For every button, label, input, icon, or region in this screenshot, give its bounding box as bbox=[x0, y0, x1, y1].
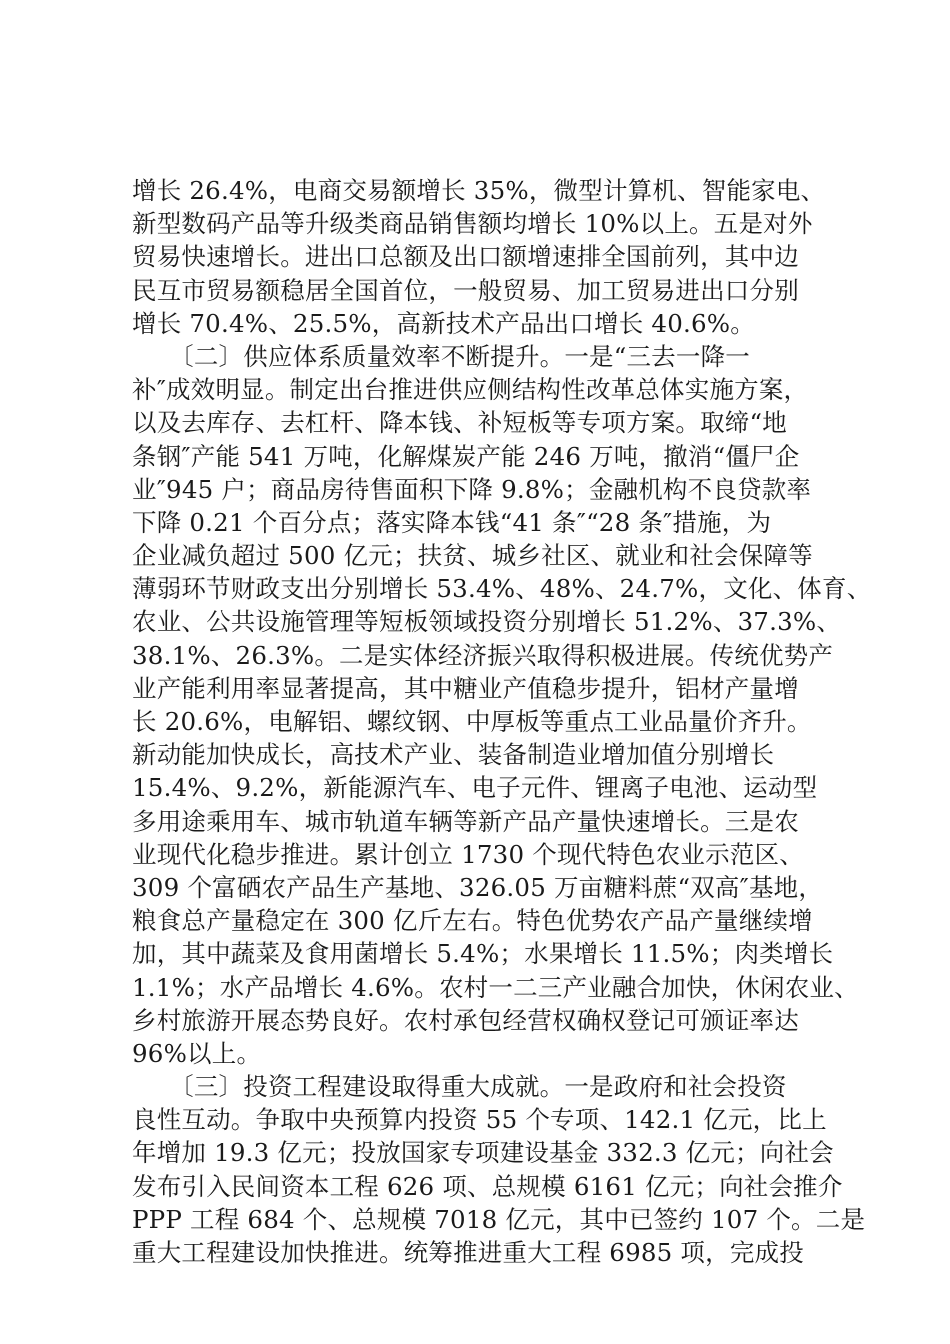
body-text bbox=[132, 174, 872, 1269]
text-line: 补″成效明显。制定出台推进供应侧结构性改革总体实施方案， bbox=[132, 375, 809, 405]
text-line: 多用途乘用车、城市轨道车辆等新产品产量快速增长。三是农 bbox=[132, 806, 799, 836]
text-line: 新型数码产品等升级类商品销售额均增长 10%以上。五是对外 bbox=[132, 209, 813, 239]
text-line: 农业、公共设施管理等短板领域投资分别增长 51.2%、37.3%、 bbox=[132, 607, 842, 637]
text-line: 粮食总产量稳定在 300 亿斤左右。特色优势农产品产量继续增 bbox=[132, 906, 813, 936]
text-line: 增长 70.4%、25.5%，高新技术产品出口增长 40.6%。 bbox=[132, 308, 755, 338]
text-line: 乡村旅游开展态势良好。农村承包经营权确权登记可颁证率达 bbox=[132, 1005, 799, 1035]
text-line: PPP 工程 684 个、总规模 7018 亿元，其中已签约 107 个。二是 bbox=[132, 1204, 866, 1234]
text-line: 下降 0.21 个百分点；落实降本钱“41 条″“28 条″措施，为 bbox=[132, 507, 772, 537]
text-line: 民互市贸易额稳居全国首位，一般贸易、加工贸易进出口分别 bbox=[132, 275, 799, 305]
text-line: 良性互动。争取中央预算内投资 55 个专项、142.1 亿元，比上 bbox=[132, 1105, 827, 1135]
text-line: 以及去库存、去杠杆、降本钱、补短板等专项方案。取缔“地 bbox=[132, 408, 787, 438]
text-line: 条钢″产能 541 万吨，化解煤炭产能 246 万吨，撤消“僵尸企 bbox=[132, 441, 800, 471]
text-line: 企业减负超过 500 亿元；扶贫、城乡社区、就业和社会保障等 bbox=[132, 541, 813, 571]
text-line: 96%以上。 bbox=[132, 1038, 262, 1068]
section-heading-line: 〔三〕投资工程建设取得重大成就。一是政府和社会投资 bbox=[132, 1072, 787, 1102]
text-line: 1.1%；水产品增长 4.6%。农村一二三产业融合加快，休闲农业、 bbox=[132, 972, 859, 1002]
text-line: 长 20.6%，电解铝、螺纹钢、中厚板等重点工业品量价齐升。 bbox=[132, 707, 812, 736]
text-line: 业″945 户；商品房待售面积下降 9.8%；金融机构不良贷款率 bbox=[132, 474, 812, 504]
text-line: 15.4%、9.2%，新能源汽车、电子元件、锂离子电池、运动型 bbox=[132, 773, 818, 803]
text-line: 重大工程建设加快推进。统筹推进重大工程 6985 项，完成投 bbox=[132, 1238, 804, 1267]
section-heading-line: 〔二〕供应体系质量效率不断提升。一是“三去一降一 bbox=[132, 341, 750, 371]
text-line: 贸易快速增长。进出口总额及出口额增速排全国前列，其中边 bbox=[132, 242, 799, 272]
text-line: 309 个富硒农产品生产基地、326.05 万亩糖料蔗“双高″基地， bbox=[132, 872, 824, 902]
text-line: 薄弱环节财政支出分别增长 53.4%、48%、24.7%，文化、体育、 bbox=[132, 574, 872, 604]
text-line: 业现代化稳步推进。累计创立 1730 个现代特色农业示范区、 bbox=[132, 839, 804, 869]
text-line: 发布引入民间资本工程 626 项、总规模 6161 亿元；向社会推介 bbox=[132, 1171, 843, 1201]
text-line: 业产能利用率显著提高，其中糖业产值稳步提升，铝材产量增 bbox=[132, 673, 799, 703]
text-line: 加，其中蔬菜及食用菌增长 5.4%；水果增长 11.5%；肉类增长 bbox=[132, 939, 834, 969]
text-line: 新动能加快成长，高技术产业、装备制造业增加值分别增长 bbox=[132, 740, 775, 770]
text-line: 增长 26.4%，电商交易额增长 35%，微型计算机、智能家电、 bbox=[132, 176, 826, 205]
text-line: 38.1%、26.3%。二是实体经济振兴取得积极进展。传统优势产 bbox=[132, 640, 834, 670]
text-line: 年增加 19.3 亿元；投放国家专项建设基金 332.3 亿元；向社会 bbox=[132, 1138, 834, 1168]
